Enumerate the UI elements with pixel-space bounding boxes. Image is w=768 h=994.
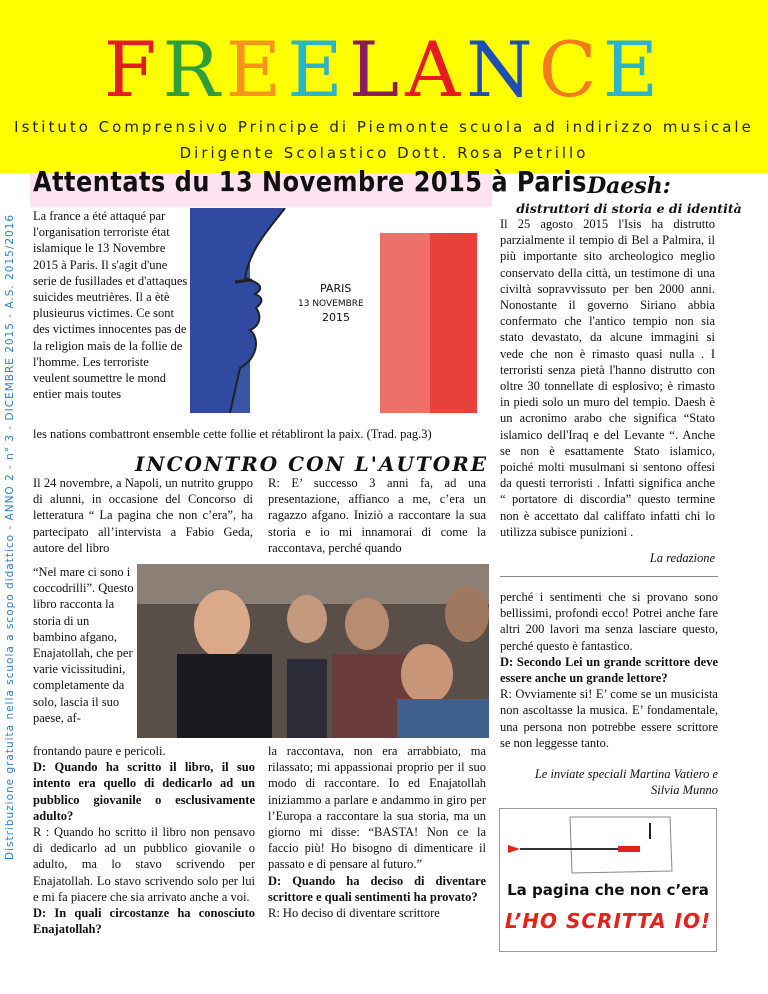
masthead-letter: E	[602, 25, 665, 114]
paris-headline: Attentats du 13 Novembre 2015 à Paris	[33, 165, 587, 199]
masthead-letter: E	[287, 25, 349, 114]
masthead-letter: R	[162, 25, 226, 114]
interview-answer: R: Ho deciso di diventare scrittore	[268, 906, 440, 921]
img-text-date: 13 NOVEMBRE	[298, 299, 364, 309]
interview-text: frontando paure e pericoli.	[33, 744, 166, 758]
img-text-paris: PARIS	[320, 282, 352, 295]
paris-tribute-illustration	[190, 208, 477, 413]
interview-signature	[500, 766, 718, 798]
img-text-year: 2015	[322, 311, 350, 324]
interview-headline: INCONTRO CON L'AUTORE	[135, 452, 489, 476]
masthead-letter: N	[466, 25, 539, 114]
interview-col2-top: R: E’ successo 3 anni fa, ad una presentazione, affianco a me, c’era un ragazzo afgano. Iniziò a raccontare la sua storia e io mi innamorai di come la raccontava, perché quando	[268, 476, 486, 555]
interview-col1-bottom	[33, 743, 255, 937]
daesh-subtitle: distruttori di storia e di identità	[516, 201, 742, 216]
author-meeting-photo	[137, 564, 489, 738]
interview-question: D: Quando ha scritto il libro, il suo intento era quello di dedicarlo ad un pubblico giovanile o esclusivamente adulto?	[33, 760, 255, 823]
paris-article-tail: les nations combattront ensemble cette follie et rétabliront la paix. (Trad. pag.3)	[33, 427, 432, 441]
signature-line: Le inviate speciali Martina Vatiero e	[534, 767, 718, 781]
interview-question: D: Secondo Lei un grande scrittore deve essere anche un grande lettore?	[500, 654, 718, 686]
school-head: Dirigente Scolastico Dott. Rosa Petrillo	[179, 144, 589, 162]
interview-question: D: Quando ha deciso di diventare scrittore e quali sentimenti ha provato?	[268, 873, 486, 904]
masthead-banner	[0, 0, 768, 173]
masthead-letter: L	[348, 25, 406, 114]
interview-continuation	[500, 589, 718, 751]
interview-col1-wrap: “Nel mare ci sono i coccodrilli”. Questo libro racconta la storia di un bambino afgano, Enajatollah, che per varie vicissitudini, completamente da solo, lascia il suo paese, af-	[33, 565, 134, 725]
interview-col1-top: Il 24 novembre, a Napoli, un nutrito gruppo di alunni, in occasione del Concorso di letteratura “ La pagina che non c’era”, ha partecipato all’intervista a Fabio Geda, autore del libro	[33, 476, 253, 555]
interview-text: la raccontava, non era arrabbiato, ma rilassato; mi appassionai proprio per il suo modo di raccontare. Io ed Enajatollah iniziammo a parlare e andammo in giro per l’Europa a raccontare la sua storia, ma un giorno mi disse: “BASTA! Non ce la faccio più! Ho bisogno di dimenticare il passato e di pensare al futuro.”	[268, 744, 486, 872]
daesh-headline: Daesh:	[587, 173, 671, 199]
masthead-letter: A	[405, 25, 467, 114]
masthead-letter: C	[538, 25, 603, 114]
masthead-letter: F	[103, 25, 163, 114]
daesh-article-body: Il 25 agosto 2015 l'Isis ha distrutto parzialmente il tempio di Bel a Palmira, il più importante sito archeologico meglio conservato della città, un testimone di una civiltà sopravvissuto per ben 2000 anni. Nonostante il governo Siriano abbia confermato che l'antico tempio non sia stato devastato, da alcune immagini si vede che non è rimasto quasi nulla . I terroristi senza pietà l'hanno distrutto con oltre 30 tonnellate di esplosivo; è rimasto in piedi solo un muro del tempio. Daesh è un acronimo arabo che significa “Stato islamico dell'Iraq e del Levante “. Anche se non è esattamente Stato islamico, poiché molti musulmani si sentono offesi da questi terroristi . Infatti significa anche “ portatore di discordia” questo termine non è accettato dal califfato infatti chi lo utilizza subisce punizioni .	[500, 217, 715, 539]
masthead-letter: E	[225, 25, 288, 114]
issue-info-vertical: Distribuzione gratuita nella scuola a scopo didattico - ANNO 2 - n° 3 - DICEMBRE 2015 - A.S. 2015/2016	[4, 213, 16, 860]
interview-question: D: In quali circostanze ha conosciuto Enajatollah?	[33, 906, 255, 937]
contest-slogan: L’HO SCRITTA IO!	[504, 909, 712, 933]
contest-logo	[499, 808, 717, 952]
interview-answer: R: Ovviamente si! E’ come se un musicista non ascoltasse la musica. E’ fondamentale, una persona non potrebbe essere scrittore se non leggesse tanto.	[500, 687, 718, 750]
masthead-title	[0, 25, 768, 114]
paris-article-body: La france a été attaqué par l'organisation terroriste état islamique le 13 Novembre 2015 à Paris. Il s'agit d'une serie de fusillades et d'attaques suicides meutrières. Il a ètè plusieurus victimes. Ce sont des victimes innocentes pas de la religion mais de la follie de l'homme. Les terroriste veulent soumettre le mond entier mais toutes	[33, 209, 188, 402]
daesh-signature: La redazione	[649, 551, 715, 565]
interview-text: perché i sentimenti che si provano sono bellissimi, profondi ecco! Potrei anche fare altri 200 lavori ma senza lasciare questo, perché questo è fantastico.	[500, 590, 718, 653]
contest-name: La pagina che non c’era	[507, 881, 709, 899]
school-name: Istituto Comprensivo Principe di Piemonte scuola ad indirizzo musicale	[14, 118, 754, 136]
interview-answer: R : Quando ho scritto il libro non pensavo di dedicarlo ad un pubblico giovanile o adulto, ma lo stavo scrivendo per Enajatollah. Lo stavo scrivendo solo per lui e mi fa piacere che sia arrivato anche a voi.	[33, 825, 255, 904]
signature-line: Silvia Munno	[650, 783, 718, 797]
interview-col2-bottom	[268, 743, 486, 921]
pen-paper-icon	[500, 809, 716, 879]
divider	[500, 576, 718, 577]
